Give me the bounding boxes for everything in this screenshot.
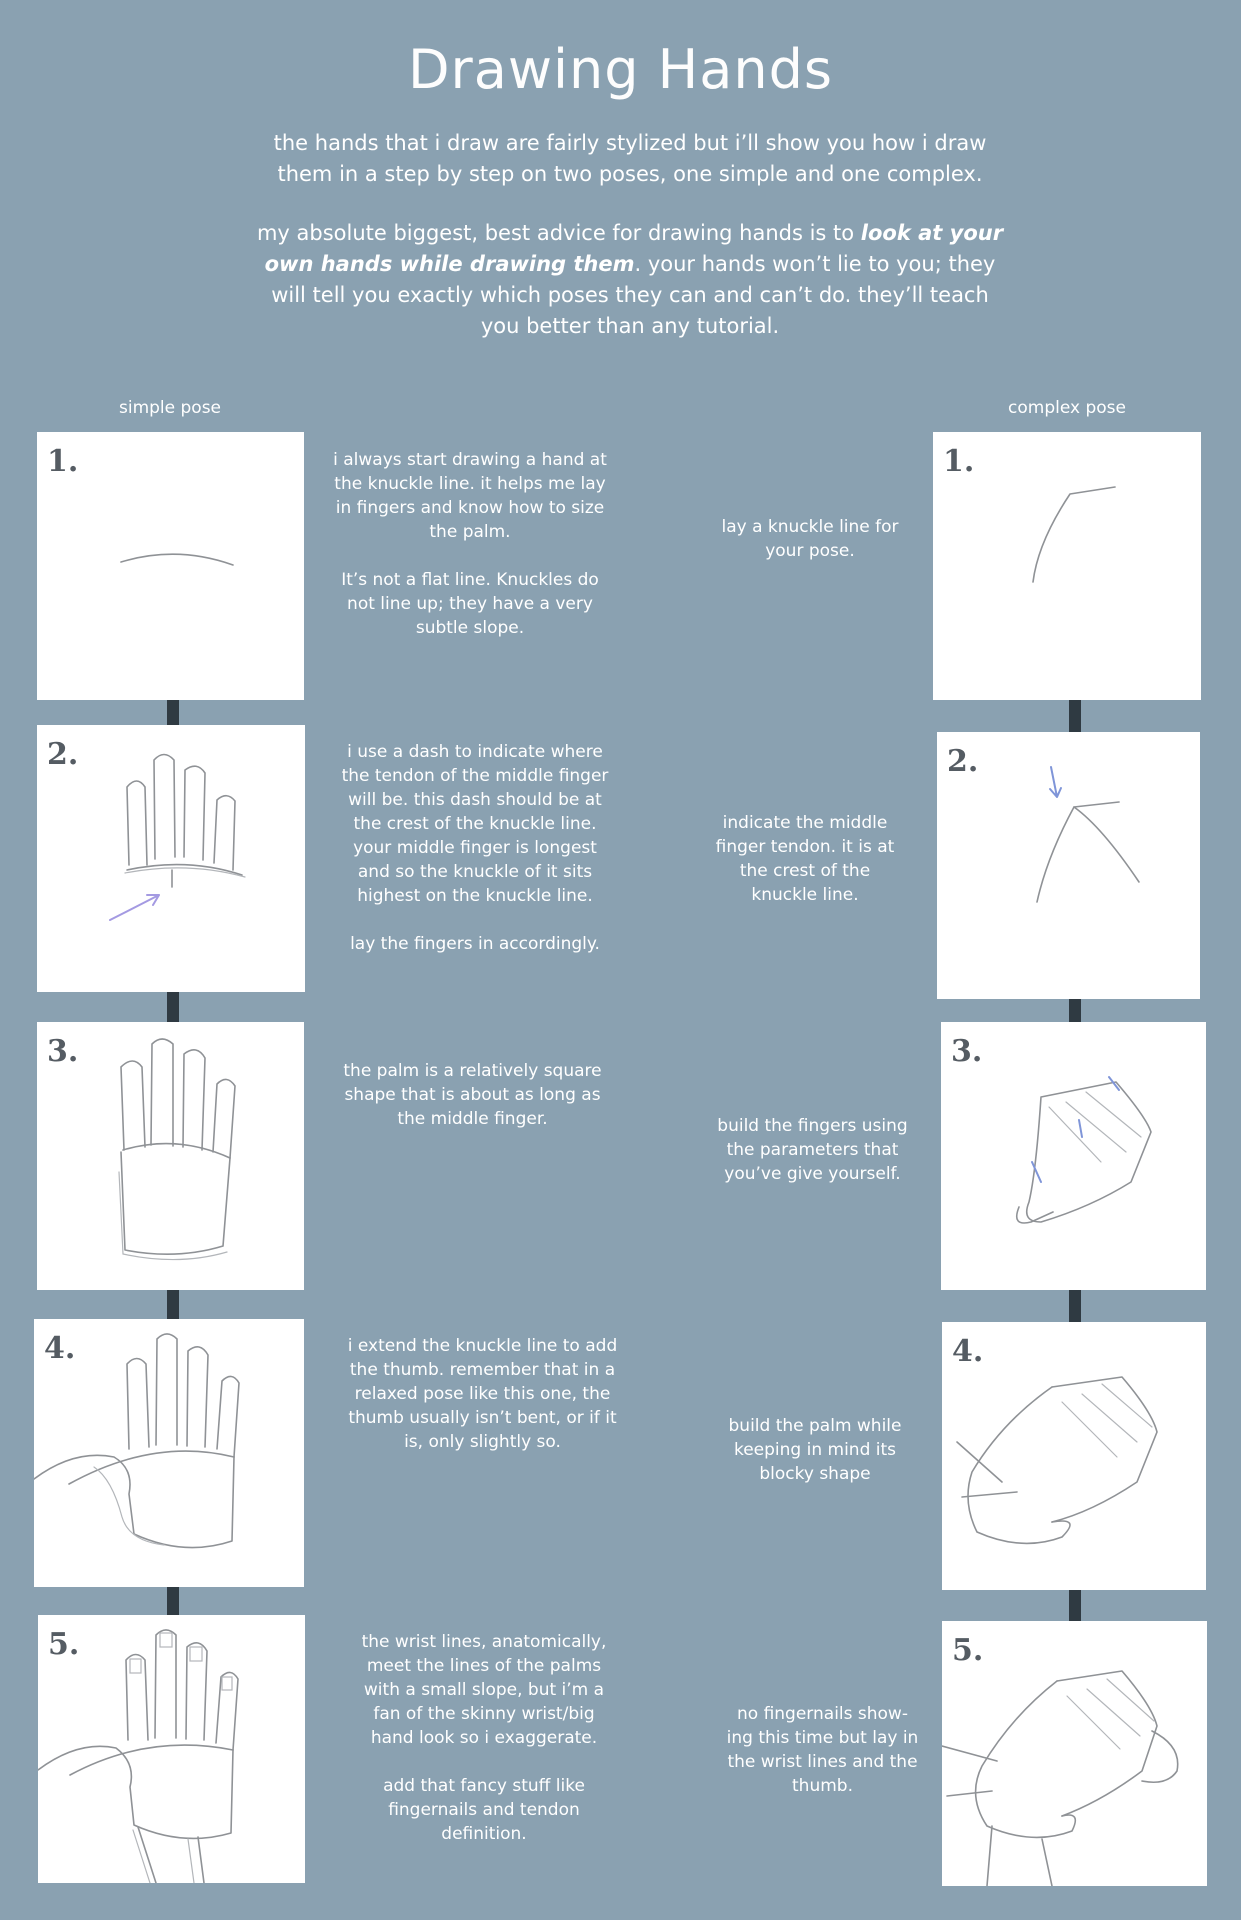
simple-step-1-text: i always start drawing a hand at the knuckle line. it helps me lay in fingers and know how to size the palm. It’s not a flat line. Knuckles do not line up; they have a very subtle slope.: [333, 450, 607, 638]
simple-step-5-text: the wrist lines, anatomically, meet the lines of the palms with a small slope, but i’m a fan of the skinny wrist/big hand look so i exaggerate. add that fancy stuff like fingernails and tendon definition.: [361, 1632, 607, 1844]
intro-paragraph-2: [250, 218, 1010, 342]
simple-step-2-panel: [37, 725, 305, 992]
complex-step-5-panel: [942, 1621, 1207, 1886]
step-number: 5.: [952, 1633, 984, 1668]
simple-step-1-panel: [37, 432, 304, 700]
complex-step-2-panel: [937, 732, 1200, 999]
complex-finished-sketch: [942, 1621, 1207, 1886]
intro-p2-start: my absolute biggest, best advice for drawing hands is to: [256, 221, 861, 245]
complex-fingers-sketch: [941, 1022, 1206, 1290]
intro-p2-end: . your hands won’t lie to you; they will tell you exactly which poses they can and can’t do. they’ll teach you better than any tutorial.: [271, 252, 996, 338]
step-number: 4.: [952, 1334, 984, 1369]
complex-palm-sketch: [942, 1322, 1206, 1590]
complex-step-1-text: lay a knuckle line for your pose.: [721, 517, 899, 561]
step-number: 1.: [47, 444, 79, 479]
complex-pose-heading: complex pose: [1008, 398, 1126, 418]
step-number: 3.: [951, 1034, 983, 1069]
simple-step-2-text: i use a dash to indicate where the tendon of the middle finger will be. this dash should be at the crest of the knuckle line. your middle finger is longest and so the knuckle of it sits highest on the knuckle line. lay the fingers in accordingly.: [341, 742, 609, 954]
palm-sketch: [37, 1022, 304, 1290]
step-number: 1.: [943, 444, 975, 479]
simple-pose-heading: simple pose: [118, 398, 222, 418]
complex-step-5-text: no fingernails show-ing this time but lay in the wrist lines and the thumb.: [726, 1704, 919, 1796]
intro-paragraph-1: the hands that i draw are fairly stylized but i’ll show you how i draw them in a step by step on two poses, one simple and one complex.: [273, 131, 987, 186]
step-number: 5.: [48, 1627, 80, 1662]
complex-step-2-text: indicate the middle finger tendon. it is at the crest of the knuckle line.: [715, 813, 895, 905]
simple-step-4-text: i extend the knuckle line to add the thumb. remember that in a relaxed pose like this one, the thumb usually isn’t bent, or if it is, only slightly so.: [347, 1336, 618, 1452]
intro-p2-emphasis: look at your own hands while drawing them: [264, 221, 1004, 276]
simple-step-3-text: the palm is a relatively square shape that is about as long as the middle finger.: [343, 1061, 602, 1129]
complex-tendon-sketch: [937, 732, 1200, 999]
knuckle-line-sketch: [37, 432, 304, 700]
complex-step-3-panel: [941, 1022, 1206, 1290]
simple-step-5-panel: [38, 1615, 305, 1883]
complex-step-3-text: build the fingers using the parameters that you’ve give yourself.: [717, 1116, 908, 1184]
complex-step-4-text: build the palm while keeping in mind its blocky shape: [728, 1416, 902, 1484]
complex-knuckle-line-sketch: [933, 432, 1201, 700]
page-title: Drawing Hands: [407, 38, 834, 101]
step-number: 2.: [47, 737, 79, 772]
step-number: 3.: [47, 1034, 79, 1069]
simple-step-3-panel: [37, 1022, 304, 1290]
thumb-sketch: [34, 1319, 304, 1587]
simple-step-4-panel: [34, 1319, 304, 1587]
complex-step-4-panel: [942, 1322, 1206, 1590]
finished-hand-sketch: [38, 1615, 305, 1883]
fingers-sketch: [37, 725, 305, 992]
step-number: 4.: [44, 1331, 76, 1366]
step-number: 2.: [947, 744, 979, 779]
complex-step-1-panel: [933, 432, 1201, 700]
